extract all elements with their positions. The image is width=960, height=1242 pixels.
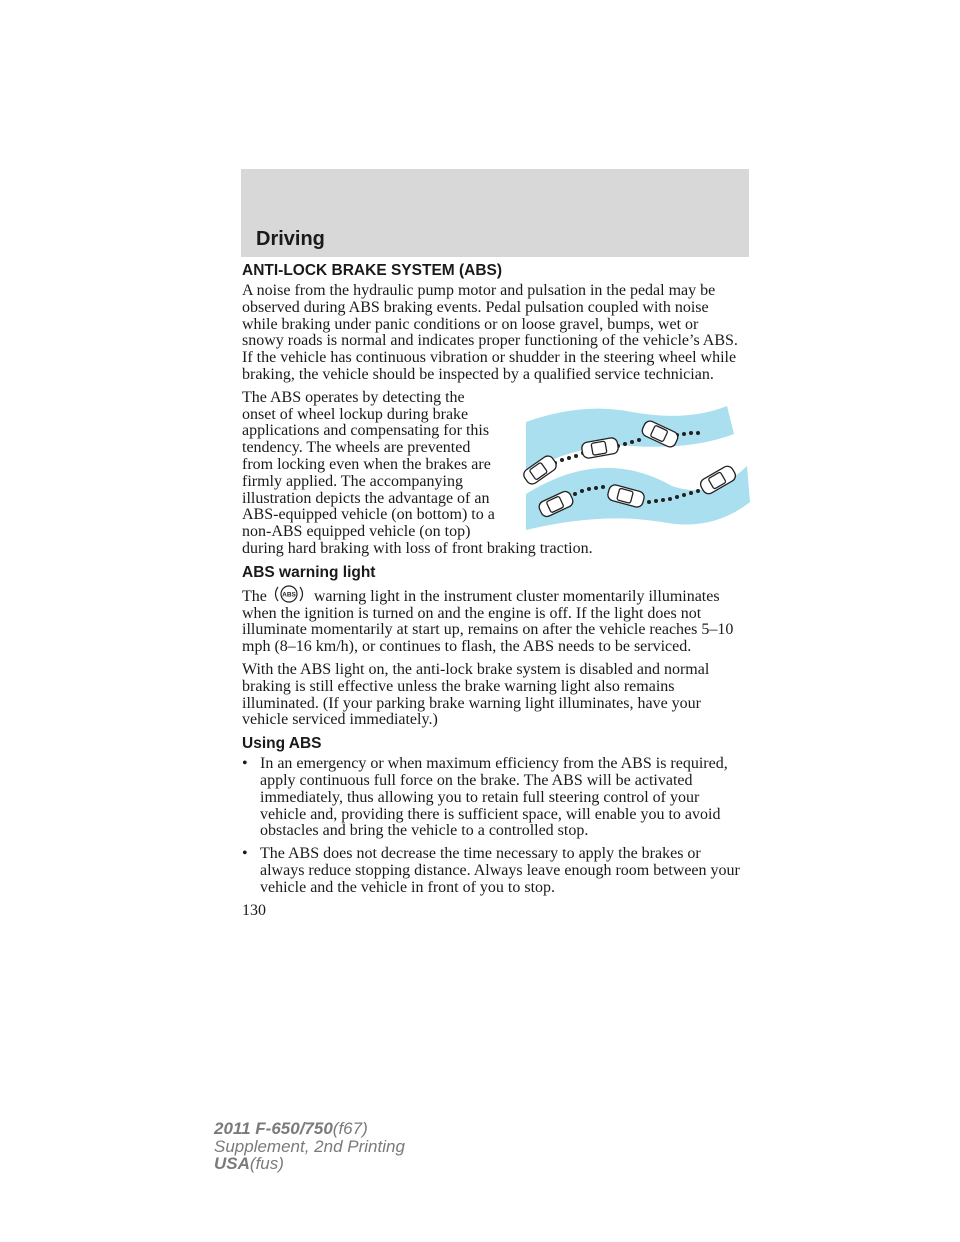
footer-market-code: (fus) xyxy=(249,1154,284,1173)
footer-line-1 xyxy=(214,1120,405,1138)
page-number: 130 xyxy=(242,901,266,919)
footer-model: 2011 F-650/750 xyxy=(214,1119,333,1138)
footer-line-2: Supplement, 2nd Printing xyxy=(214,1136,405,1156)
print-footer xyxy=(214,1120,405,1173)
footer-model-code: (f67) xyxy=(332,1119,368,1138)
abs-warning-light-heading: ABS warning light xyxy=(242,563,376,581)
abs-vs-nonabs-illustration xyxy=(512,390,750,530)
page-content xyxy=(242,262,744,919)
footer-market: USA xyxy=(214,1154,250,1173)
abs-paragraph-1: A noise from the hydraulic pump motor and pulsation in the pedal may be observed during ABS braking events. Pedal pulsation coupled with noise while braking under panic conditions or on loose gravel, bumps, wet or snowy roads is normal and indicates proper functioning of the vehicle’s ABS. If the vehicle has continuous vibration or shudder in the steering wheel while braking, the vehicle should be inspected by a qualified service technician. xyxy=(242,282,738,383)
abs-warning-light-paragraph-2: With the ABS light on, the anti-lock brake system is disabled and normal braking is still effective unless the brake warning light also remains illuminated. (If your parking brake warning light illuminates, have your vehicle serviced immediately.) xyxy=(242,660,710,729)
abs-paragraph-2: The ABS operates by detecting the onset of wheel lockup during brake applications and compensating for this tendency. The wheels are prevented from locking even when the brakes are firmly applied. The accompanying illustration depicts the advantage of an ABS-equipped vehicle (on bottom) to a non-ABS equipped vehicle (on top) during hard braking with loss of front braking traction. xyxy=(242,388,593,557)
list-item-text: The ABS does not decrease the time necessary to apply the brakes or always reduce stopping distance. Always leave enough room between your vehicle and the vehicle in front of you to stop. xyxy=(260,845,740,896)
using-abs-list xyxy=(242,756,744,896)
abs-warning-rest: warning light in the instrument cluster momentarily illuminates when the ignition is turned on and the engine is off. If the light does not illuminate momentarily at start up, remains on after the vehicle reaches 5–10 mph (8–16 km/h), or continues to flash, the ABS needs to be serviced. xyxy=(242,587,734,656)
abs-warning-light-icon xyxy=(272,585,306,603)
list-item xyxy=(242,846,744,896)
list-item xyxy=(242,756,744,840)
abs-warning-light-paragraph-1 xyxy=(242,585,744,656)
bullet-icon: • xyxy=(242,845,248,863)
using-abs-heading: Using ABS xyxy=(242,735,322,753)
abs-icon-label: ABS xyxy=(282,591,296,599)
section-title: Driving xyxy=(256,228,325,250)
bullet-icon: • xyxy=(242,755,248,773)
abs-warning-lead: The xyxy=(242,587,267,605)
abs-heading: ANTI-LOCK BRAKE SYSTEM (ABS) xyxy=(242,262,503,279)
list-item-text: In an emergency or when maximum efficiency from the ABS is required, apply continuous full force on the brake. The ABS will be activated immediately, thus allowing you to retain full steering control of your vehicle and, providing there is sufficient space, will enable you to avoid obstacles and bring the vehicle to a controlled stop. xyxy=(260,755,728,840)
footer-line-3 xyxy=(214,1155,405,1173)
